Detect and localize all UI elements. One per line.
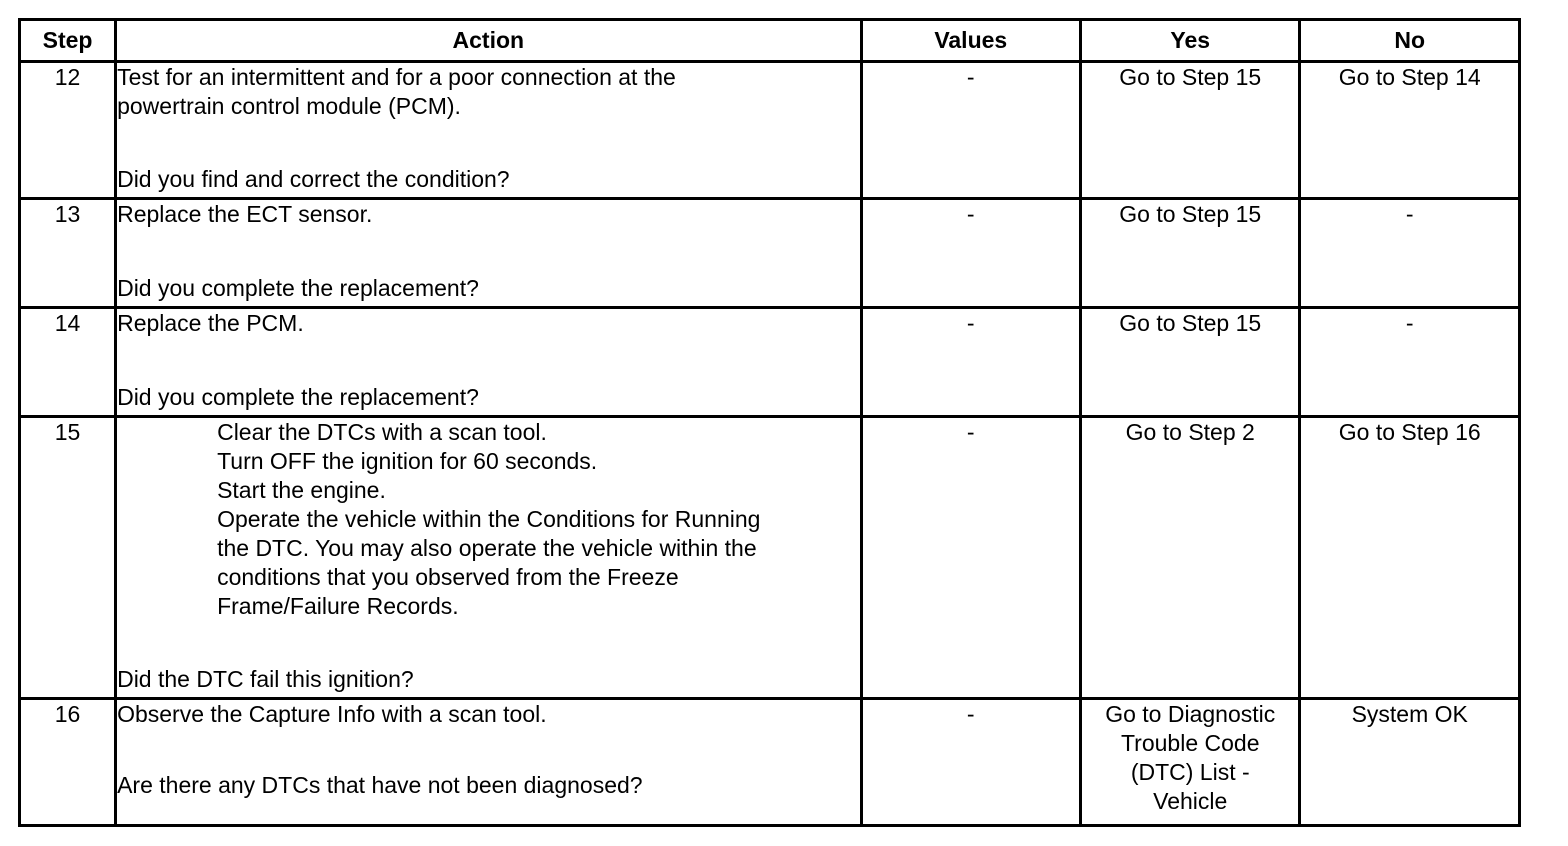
- yes-cell: Go to Step 15: [1081, 62, 1300, 199]
- table-row: [20, 417, 1520, 699]
- yes-line: Vehicle: [1153, 788, 1228, 814]
- action-step-item: Clear the DTCs with a scan tool.: [217, 419, 547, 445]
- no-cell: Go to Step 14: [1300, 62, 1520, 199]
- action-step-item: Start the engine.: [217, 477, 386, 503]
- header-action: Action: [116, 20, 861, 62]
- header-row: [20, 20, 1520, 62]
- action-question: Did the DTC fail this ignition?: [117, 666, 414, 692]
- values-cell: -: [861, 699, 1080, 826]
- yes-cell: Go to Step 15: [1081, 308, 1300, 417]
- action-line: Replace the ECT sensor.: [117, 201, 373, 227]
- yes-line: Trouble Code: [1120, 730, 1260, 756]
- action-step-item: Turn OFF the ignition for 60 seconds.: [217, 448, 598, 474]
- table-row: [20, 62, 1520, 199]
- action-line: Test for an intermittent and for a poor connection at the: [117, 64, 676, 90]
- no-cell: -: [1300, 199, 1520, 308]
- diagnostic-table: [18, 18, 1521, 827]
- action-line: Replace the PCM.: [117, 310, 304, 336]
- action-step-list: [117, 418, 859, 621]
- yes-cell: Go to Step 2: [1081, 417, 1300, 699]
- action-step-item: Frame/Failure Records.: [217, 593, 459, 619]
- action-cell: [116, 62, 861, 199]
- step-number: 14: [20, 308, 116, 417]
- table-row: [20, 199, 1520, 308]
- no-cell: System OK: [1300, 699, 1520, 826]
- action-text: [117, 63, 859, 121]
- yes-cell: Go to Step 15: [1081, 199, 1300, 308]
- header-no: No: [1300, 20, 1520, 62]
- values-cell: -: [861, 417, 1080, 699]
- action-question: Did you complete the replacement?: [117, 384, 479, 410]
- action-question: Did you complete the replacement?: [117, 275, 479, 301]
- action-question: Did you find and correct the condition?: [117, 166, 510, 192]
- action-step-item: the DTC. You may also operate the vehicle within the: [217, 535, 757, 561]
- step-number: 15: [20, 417, 116, 699]
- action-cell: [116, 417, 861, 699]
- header-yes: Yes: [1081, 20, 1300, 62]
- action-step-item: Operate the vehicle within the Conditions for Running: [217, 506, 761, 532]
- table-row: [20, 699, 1520, 826]
- step-number: 12: [20, 62, 116, 199]
- yes-cell: [1081, 699, 1300, 826]
- action-step-item: conditions that you observed from the Freeze: [217, 564, 679, 590]
- no-cell: Go to Step 16: [1300, 417, 1520, 699]
- header-step: Step: [20, 20, 116, 62]
- values-cell: -: [861, 199, 1080, 308]
- step-number: 13: [20, 199, 116, 308]
- table-row: [20, 308, 1520, 417]
- no-cell: -: [1300, 308, 1520, 417]
- values-cell: -: [861, 62, 1080, 199]
- step-number: 16: [20, 699, 116, 826]
- action-line: powertrain control module (PCM).: [117, 93, 461, 119]
- action-line: Observe the Capture Info with a scan tool.: [117, 701, 547, 727]
- action-cell: [116, 199, 861, 308]
- header-values: Values: [861, 20, 1080, 62]
- action-cell: [116, 308, 861, 417]
- action-question: Are there any DTCs that have not been diagnosed?: [117, 772, 643, 798]
- values-cell: -: [861, 308, 1080, 417]
- yes-line: Go to Diagnostic: [1105, 701, 1276, 727]
- yes-line: (DTC) List -: [1130, 759, 1250, 785]
- action-cell: [116, 699, 861, 826]
